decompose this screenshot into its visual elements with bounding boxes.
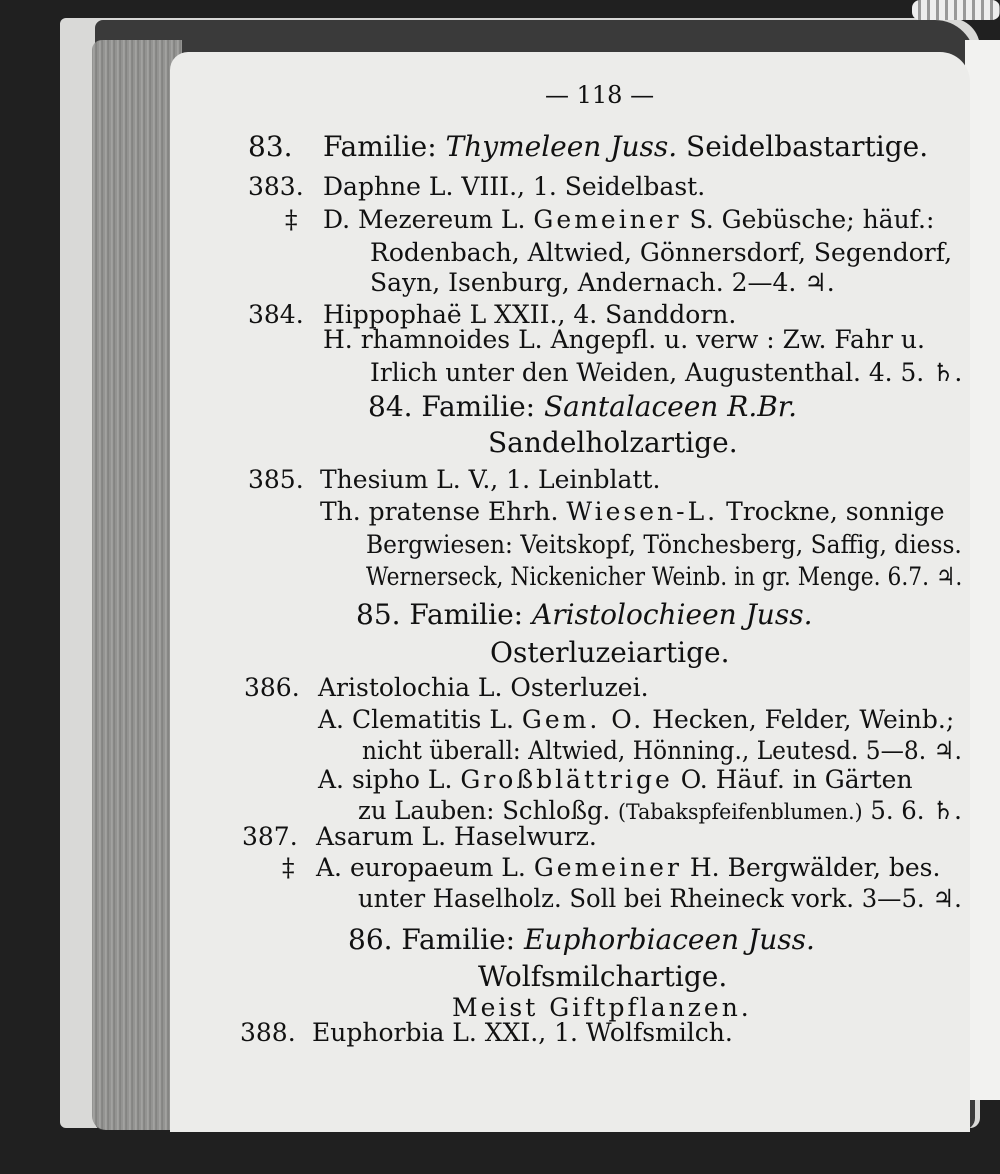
text-span: S. Gebüsche; häuf.: [689,205,935,234]
text-span: Aristolochieen Juss. [531,598,813,631]
text-line [318,705,954,735]
text-span: Wolfsmilchartige. [478,960,728,993]
text-span: Euphorbia L. XXI., 1. Wolfsmilch. [312,1018,733,1047]
text-line [348,925,815,955]
text-span: Trockne, sonnige [726,497,945,526]
text-line [320,465,660,495]
text-span: 85. Familie: [356,598,524,631]
text-span: Wernerseck, Nickenicher Weinb. in gr. Menge. 6.7. ♃. [366,562,963,591]
text-span: O. Häuf. in Gärten [680,765,913,794]
text-line [316,853,940,883]
text-line [323,172,705,202]
text-span: Hippophaë L XXII., 4. Sanddorn. [323,300,737,329]
text-span: Thymeleen Juss. [445,130,678,163]
entry-number: 388. [240,1018,296,1047]
entry-number: 385. [248,465,304,494]
text-line [370,268,835,298]
entry-number: ‡ [282,853,295,882]
text-span: Sayn, Isenburg, Andernach. 2—4. ♃. [370,268,835,297]
text-span: Meist Giftpflanzen. [452,993,752,1022]
text-line [368,392,797,422]
text-span: Gem. O. [521,705,645,734]
text-span: 86. Familie: [348,923,516,956]
text-span: nicht überall: Altwied, Hönning., Leutesd. 5—8. ♃. [362,736,962,765]
text-span: Asarum L. Haselwurz. [316,822,597,851]
text-line [358,884,962,914]
text-line [488,428,738,458]
text-span: D. Mezereum L. [323,205,526,234]
text-span: Gemeiner [533,853,682,882]
text-line [490,638,729,668]
entry-number: 83. [248,130,293,163]
text-line [366,530,962,560]
page-number: — 118 — [545,81,655,109]
text-span: Aristolochia L. Osterluzei. [318,673,649,702]
text-line [478,962,727,992]
text-span: (Tabakspfeifenblumen.) [618,800,863,824]
text-span: 5. 6. ♄. [870,796,962,825]
text-span: H. Bergwälder, bes. [689,853,941,882]
text-line [316,822,597,852]
text-span: Bergwiesen: Veitskopf, Tönchesberg, Saffig, diess. [366,530,962,559]
text-span: A. europaeum L. [316,853,526,882]
text-line [318,673,649,703]
text-span: Familie: [323,130,437,163]
entry-number: 387. [242,822,298,851]
text-span: Seidelbastartige. [686,130,929,163]
text-line [320,497,945,527]
text-span: unter Haselholz. Soll bei Rheineck vork. 3—5. ♃. [358,884,962,913]
text-line [312,1018,733,1048]
text-span: Santalaceen R.Br. [543,390,798,423]
text-span: Th. pratense Ehrh. [320,497,559,526]
text-line [323,325,925,355]
text-span: Daphne L. VIII., 1. Seidelbast. [323,172,706,201]
entry-number: ‡ [285,205,298,234]
text-line [356,600,812,630]
text-span: Gemeiner [533,205,682,234]
text-span: Euphorbiaceen Juss. [523,923,815,956]
text-span: Wiesen-L. [566,497,719,526]
text-span: A. Clematitis L. [318,705,514,734]
text-span: Osterluzeiartige. [490,636,730,669]
text-line [318,765,913,795]
entry-number: 384. [248,300,304,329]
text-span: Irlich unter den Weiden, Augustenthal. 4. 5. ♄. [370,358,963,387]
entry-number: 383. [248,172,304,201]
text-span: A. sipho L. [318,765,453,794]
text-span: zu Lauben: Schloßg. [358,796,611,825]
text-span: Hecken, Felder, Weinb.; [652,705,955,734]
text-line [370,358,962,388]
text-span: Rodenbach, Altwied, Gönnersdorf, Segendorf, [370,238,953,267]
text-span: Großblättrige [460,765,673,794]
text-line [362,736,962,766]
text-line [370,238,952,268]
text-line [323,132,928,162]
entry-number: 386. [244,673,300,702]
text-span: Sandelholzartige. [488,426,738,459]
text-line [366,562,962,592]
text-span: H. rhamnoides L. Angepfl. u. verw : Zw. Fahr u. [323,325,925,354]
text-span: 84. Familie: [368,390,536,423]
text-line [323,205,934,235]
text-span: Thesium L. V., 1. Leinblatt. [320,465,661,494]
